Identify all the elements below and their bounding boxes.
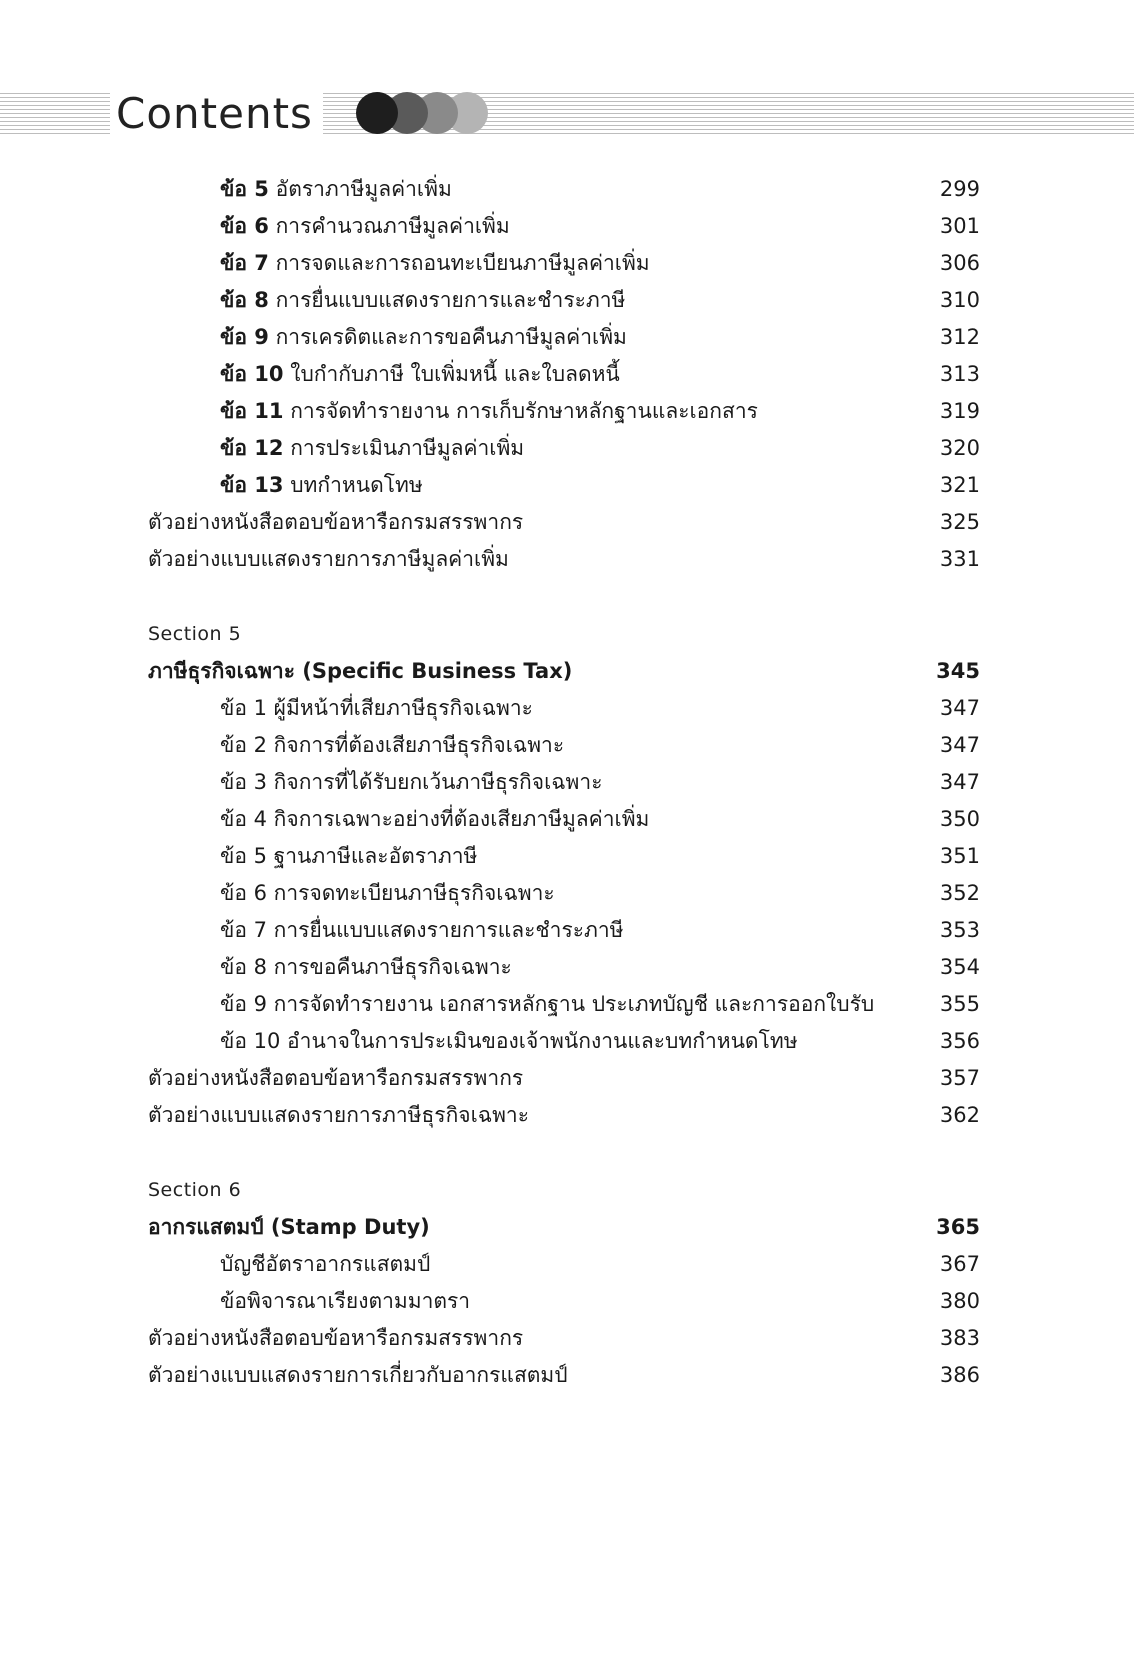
toc-item-title: การจดและการถอนทะเบียนภาษีมูลค่าเพิ่ม [275, 251, 650, 275]
toc-item-title: อัตราภาษีมูลค่าเพิ่ม [275, 177, 452, 201]
toc-entry-text: Section 6 [148, 1179, 242, 1201]
toc-entry-text: ตัวอย่างหนังสือตอบข้อหารือกรมสรรพากร [148, 1326, 524, 1350]
toc-entry [0, 244, 1134, 282]
toc-item-title: การคำนวณภาษีมูลค่าเพิ่ม [275, 214, 510, 238]
toc-entry [0, 1022, 1134, 1060]
toc-entry-text [220, 392, 758, 430]
toc-entry-text: บัญชีอัตราอากรแสตมป์ [220, 1252, 431, 1276]
page-number: 347 [939, 770, 980, 794]
page-number: 319 [939, 399, 980, 423]
toc-entry-text: ตัวอย่างหนังสือตอบข้อหารือกรมสรรพากร [148, 1066, 524, 1090]
toc-entry-text: ข้อพิจารณาเรียงตามมาตรา [220, 1289, 471, 1313]
toc-entry [0, 1245, 1134, 1283]
toc-entry-text: ข้อ 7 การยื่นแบบแสดงรายการและชำระภาษี [220, 918, 624, 942]
toc-item-title: บทกำหนดโทษ [290, 473, 423, 497]
toc-entry-text [220, 244, 650, 282]
page-number: 351 [939, 844, 980, 868]
toc-entry [0, 318, 1134, 356]
toc-entry [0, 1096, 1134, 1134]
page-title: Contents [110, 86, 323, 142]
page-number: 356 [939, 1029, 980, 1053]
page-number: 354 [939, 955, 980, 979]
toc-entry-text: ตัวอย่างแบบแสดงรายการภาษีธุรกิจเฉพาะ [148, 1103, 529, 1127]
dot-1 [356, 92, 398, 134]
page-number: 386 [939, 1363, 980, 1387]
decorative-dots [356, 92, 496, 136]
toc-entry-text: ข้อ 1 ผู้มีหน้าที่เสียภาษีธุรกิจเฉพาะ [220, 696, 533, 720]
toc-entry [0, 281, 1134, 319]
toc-entry [0, 207, 1134, 245]
toc-entry [0, 392, 1134, 430]
section-heading [0, 615, 1134, 653]
page-number: 347 [939, 733, 980, 757]
toc-entry-text [220, 466, 423, 504]
toc-entry [0, 874, 1134, 912]
toc-entry [0, 540, 1134, 578]
toc-entry-text: ข้อ 3 กิจการที่ได้รับยกเว้นภาษีธุรกิจเฉพาะ [220, 770, 603, 794]
toc-entry-text: ตัวอย่างแบบแสดงรายการเกี่ยวกับอากรแสตมป์ [148, 1363, 568, 1387]
section-heading [0, 1171, 1134, 1209]
page-number: 306 [939, 251, 980, 275]
toc-entry [0, 948, 1134, 986]
toc-item-title: การเครดิตและการขอคืนภาษีมูลค่าเพิ่ม [275, 325, 627, 349]
toc-item-label: ข้อ 6 [220, 214, 269, 238]
toc-entry [0, 429, 1134, 467]
toc-entry [0, 837, 1134, 875]
toc-entry-text: ตัวอย่างแบบแสดงรายการภาษีมูลค่าเพิ่ม [148, 547, 509, 571]
page-number: 357 [939, 1066, 980, 1090]
page-number: 345 [936, 659, 980, 683]
toc-item-label: ข้อ 8 [220, 288, 269, 312]
toc-entry-text: ข้อ 5 ฐานภาษีและอัตราภาษี [220, 844, 478, 868]
toc-entry [0, 1059, 1134, 1097]
page-number: 320 [939, 436, 980, 460]
toc-item-label: ข้อ 12 [220, 436, 284, 460]
toc-entry-text [220, 318, 627, 356]
toc-item-title: การประเมินภาษีมูลค่าเพิ่ม [290, 436, 525, 460]
page-number: 301 [939, 214, 980, 238]
toc-entry [0, 1282, 1134, 1320]
toc-entry [0, 800, 1134, 838]
toc-entry [0, 1319, 1134, 1357]
toc-entry [0, 170, 1134, 208]
page-number: 365 [936, 1215, 980, 1239]
toc-item-label: ข้อ 9 [220, 325, 269, 349]
toc-item-title: ใบกำกับภาษี ใบเพิ่มหนี้ และใบลดหนี้ [290, 362, 620, 386]
toc-entry-text [220, 170, 452, 208]
toc-entry-text: ข้อ 10 อำนาจในการประเมินของเจ้าพนักงานและบทกำหนดโทษ [220, 1029, 798, 1053]
page-number: 380 [939, 1289, 980, 1313]
page-number: 367 [939, 1252, 980, 1276]
toc-entry-text: ข้อ 9 การจัดทำรายงาน เอกสารหลักฐาน ประเภทบัญชี และการออกใบรับ [220, 992, 875, 1016]
toc-item-label: ข้อ 13 [220, 473, 284, 497]
toc-item-label: ข้อ 10 [220, 362, 284, 386]
toc-entry-text: ข้อ 8 การขอคืนภาษีธุรกิจเฉพาะ [220, 955, 512, 979]
page-number: 325 [939, 510, 980, 534]
page-number: 321 [939, 473, 980, 497]
page-number: 331 [939, 547, 980, 571]
page-number: 350 [939, 807, 980, 831]
toc-entry-text [220, 355, 620, 393]
toc-entry [0, 355, 1134, 393]
page-number: 352 [939, 881, 980, 905]
toc-entry-text: ภาษีธุรกิจเฉพาะ (Specific Business Tax) [148, 659, 573, 683]
toc-entry-text [220, 429, 524, 467]
toc-entry [0, 726, 1134, 764]
page-number: 299 [939, 177, 980, 201]
toc-entry-text [220, 281, 625, 319]
toc-item-label: ข้อ 7 [220, 251, 269, 275]
page-number: 310 [939, 288, 980, 312]
toc-entry [0, 911, 1134, 949]
toc-entry-text: Section 5 [148, 623, 242, 645]
toc-entry-text: อากรแสตมป์ (Stamp Duty) [148, 1215, 430, 1239]
page-number: 347 [939, 696, 980, 720]
toc-item-label: ข้อ 5 [220, 177, 269, 201]
toc-entry [0, 1208, 1134, 1246]
toc-entry-text: ข้อ 4 กิจการเฉพาะอย่างที่ต้องเสียภาษีมูลค่าเพิ่ม [220, 807, 650, 831]
toc-entry [0, 1356, 1134, 1394]
page-number: 355 [939, 992, 980, 1016]
toc-entry [0, 503, 1134, 541]
toc-entry-text: ข้อ 2 กิจการที่ต้องเสียภาษีธุรกิจเฉพาะ [220, 733, 565, 757]
toc-entry-text: ตัวอย่างหนังสือตอบข้อหารือกรมสรรพากร [148, 510, 524, 534]
page-number: 313 [939, 362, 980, 386]
toc-entry [0, 652, 1134, 690]
toc-item-title: การจัดทำรายงาน การเก็บรักษาหลักฐานและเอกสาร [290, 399, 758, 423]
toc-entry-text: ข้อ 6 การจดทะเบียนภาษีธุรกิจเฉพาะ [220, 881, 555, 905]
page-number: 383 [939, 1326, 980, 1350]
page-number: 353 [939, 918, 980, 942]
page-number: 362 [939, 1103, 980, 1127]
toc-entry [0, 763, 1134, 801]
toc-entry [0, 466, 1134, 504]
page-number: 312 [939, 325, 980, 349]
toc-entry [0, 689, 1134, 727]
toc-item-label: ข้อ 11 [220, 399, 284, 423]
toc-entry-text [220, 207, 510, 245]
toc-item-title: การยื่นแบบแสดงรายการและชำระภาษี [275, 288, 626, 312]
toc-entry [0, 985, 1134, 1023]
